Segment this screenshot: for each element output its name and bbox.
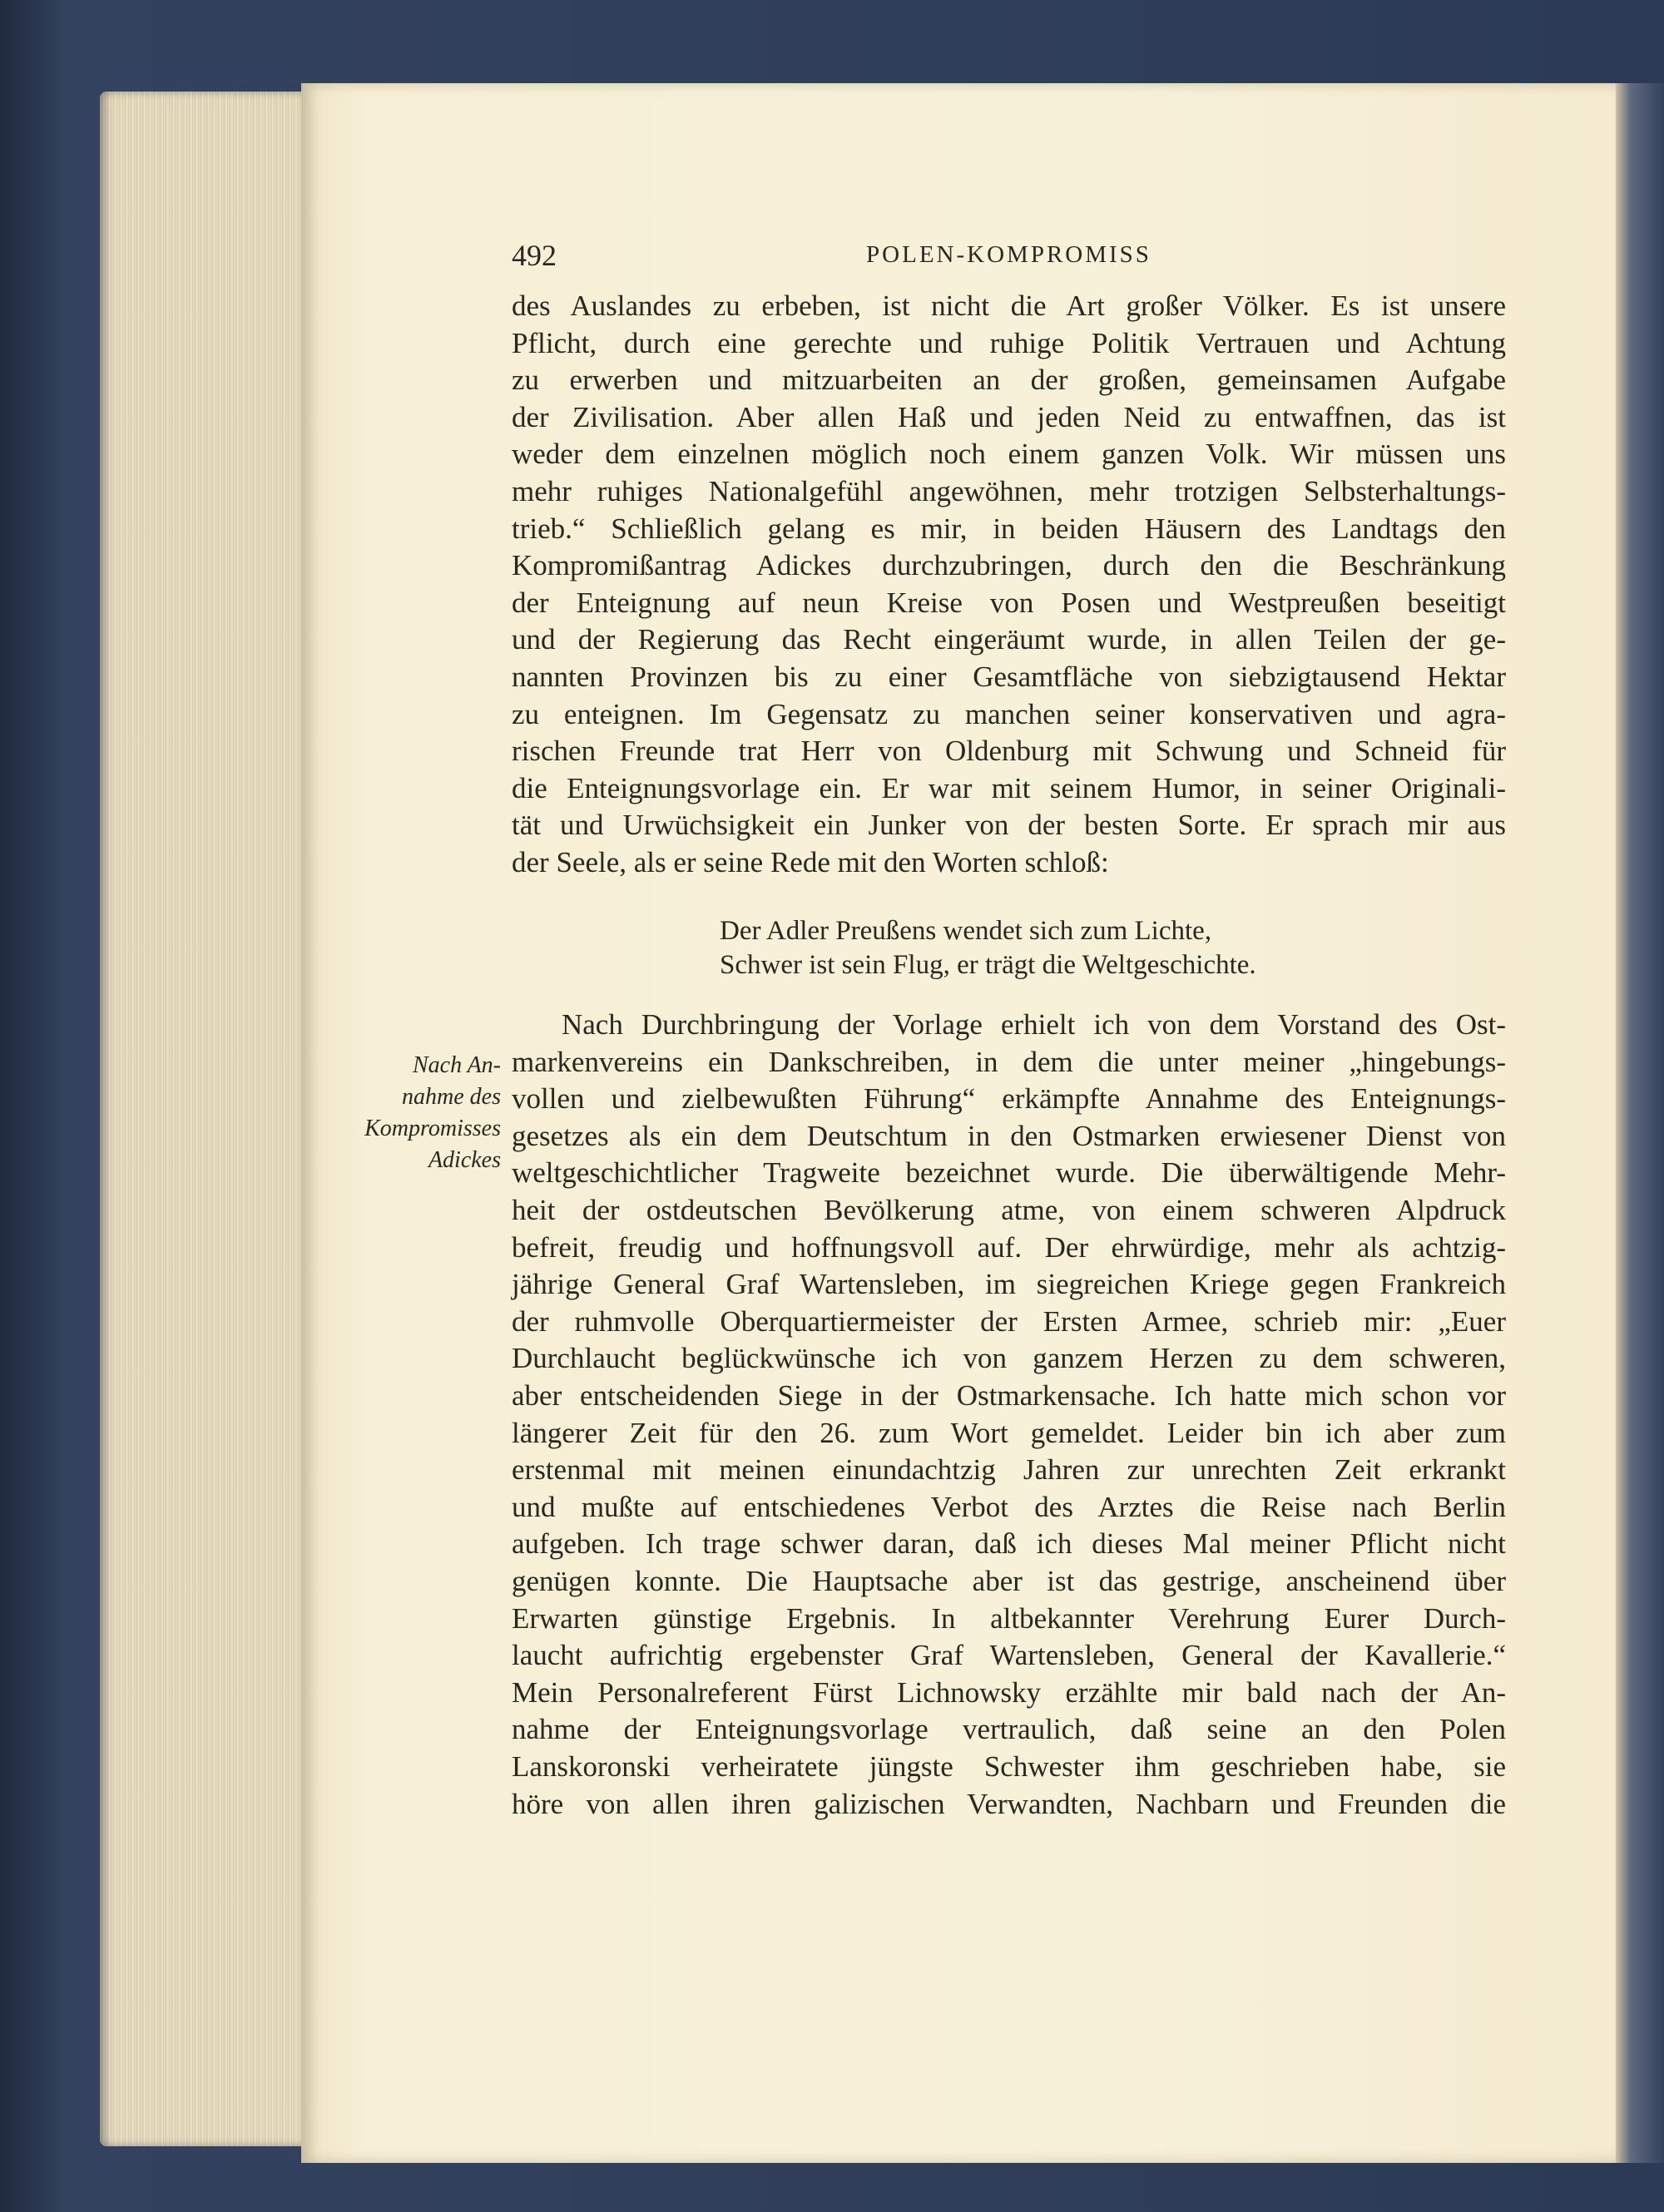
- text-line: weder dem einzelnen möglich noch einem ganzen Volk. Wir müssen uns: [512, 438, 1506, 471]
- page-number: 492: [512, 239, 557, 272]
- text-line: rischen Freunde trat Herr von Oldenburg mit Schwung und Schneid für: [512, 735, 1506, 768]
- poem-line: Der Adler Preußens wendet sich zum Lichte,: [720, 916, 1212, 946]
- text-line: zu erwerben und mitzuarbeiten an der großen, gemeinsamen Aufgabe: [512, 364, 1506, 397]
- text-line: der Zivilisation. Aber allen Haß und jeden Neid zu entwaffnen, das ist: [512, 400, 1506, 433]
- text-line: die Enteignungsvorlage ein. Er war mit seinem Humor, in seiner Originali-: [512, 771, 1506, 804]
- text-line: und mußte auf entschiedenes Verbot des Arztes die Reise nach Berlin: [512, 1490, 1506, 1523]
- margin-note-line: Nach An-: [412, 1052, 501, 1078]
- text-line: weltgeschichtlicher Tragweite bezeichnet wurde. Die überwältigende Mehr-: [512, 1156, 1506, 1190]
- text-line: Kompromißantrag Adickes durchzubringen, durch den die Beschränkung: [512, 549, 1506, 582]
- text-line: der Seele, als er seine Rede mit den Worten schloß:: [512, 846, 1109, 878]
- page-header: [512, 238, 1506, 275]
- text-line: laucht aufrichtig ergebenster Graf Wartensleben, General der Kavallerie.“: [512, 1639, 1506, 1672]
- text-line: genügen konnte. Die Hauptsache aber ist das gestrige, anscheinend über: [512, 1565, 1506, 1597]
- text-line: der Enteignung auf neun Kreise von Posen und Westpreußen beseitigt: [512, 586, 1506, 619]
- text-line: zu enteignen. Im Gegensatz zu manchen seiner konservativen und agra-: [512, 697, 1506, 730]
- text-line: nahme der Enteignungsvorlage vertraulich, daß seine an den Polen: [512, 1713, 1506, 1746]
- text-line: und der Regierung das Recht eingeräumt wurde, in allen Teilen der ge-: [512, 623, 1506, 656]
- text-line: nannten Provinzen bis zu einer Gesamtfläche von siebzigtausend Hektar: [512, 661, 1506, 693]
- text-line: aufgeben. Ich trage schwer daran, daß ich dieses Mal meiner Pflicht nicht: [512, 1527, 1506, 1561]
- text-line: mehr ruhiges Nationalgefühl angewöhnen, mehr trotzigen Selbsterhaltungs-: [512, 475, 1506, 507]
- right-page-edge: [1616, 83, 1664, 2163]
- text-line: jährige General Graf Wartensleben, im siegreichen Kriege gegen Frankreich: [512, 1268, 1506, 1301]
- margin-note-line: Kompromisses: [364, 1116, 501, 1141]
- text-line: vollen und zielbewußten Führung“ erkämpfte Annahme des Enteignungs-: [512, 1082, 1506, 1116]
- running-head: POLEN-KOMPROMISS: [866, 241, 1151, 268]
- text-line: Nach Durchbringung der Vorlage erhielt ich von dem Vorstand des Ost-: [562, 1008, 1506, 1041]
- text-line: höre von allen ihren galizischen Verwandten, Nachbarn und Freunden die: [512, 1787, 1506, 1820]
- text-line: aber entscheidenden Siege in der Ostmarkensache. Ich hatte mich schon vor: [512, 1379, 1506, 1412]
- text-line: markenvereins ein Dankschreiben, in dem die unter meiner „hingebungs-: [512, 1045, 1506, 1078]
- poem-line: Schwer ist sein Flug, er trägt die Weltgeschichte.: [720, 950, 1256, 980]
- text-line: des Auslandes zu erbeben, ist nicht die Art großer Völker. Es ist unsere: [512, 289, 1506, 322]
- page-edges: [100, 92, 308, 2146]
- text-line: längerer Zeit für den 26. zum Wort gemeldet. Leider bin ich aber zum: [512, 1416, 1506, 1449]
- margin-note-line: nahme des: [402, 1084, 501, 1110]
- margin-note-line: Adickes: [428, 1147, 501, 1173]
- text-line: Erwarten günstige Ergebnis. In altbekannter Verehrung Eurer Durch-: [512, 1601, 1506, 1635]
- text-line: heit der ostdeutschen Bevölkerung atme, von einem schweren Alpdruck: [512, 1194, 1506, 1226]
- text-line: Pflicht, durch eine gerechte und ruhige Politik Vertrauen und Achtung: [512, 326, 1506, 359]
- text-line: tät und Urwüchsigkeit ein Junker von der besten Sorte. Er sprach mir aus: [512, 809, 1506, 842]
- text-line: trieb.“ Schließlich gelang es mir, in beiden Häusern des Landtags den: [512, 512, 1506, 545]
- text-line: Mein Personalreferent Fürst Lichnowsky erzählte mir bald nach der An-: [512, 1675, 1506, 1709]
- text-line: Lanskoronski verheiratete jüngste Schwester ihm geschrieben habe, sie: [512, 1750, 1506, 1783]
- text-line: befreit, freudig und hoffnungsvoll auf. Der ehrwürdige, mehr als achtzig-: [512, 1230, 1506, 1264]
- text-line: erstenmal mit meinen einundachtzig Jahren zur unrechten Zeit erkrankt: [512, 1453, 1506, 1487]
- text-line: Durchlaucht beglückwünsche ich von ganzem Herzen zu dem schweren,: [512, 1342, 1506, 1375]
- text-line: gesetzes als ein dem Deutschtum in den Ostmarken erwiesener Dienst von: [512, 1119, 1506, 1152]
- text-line: der ruhmvolle Oberquartiermeister der Ersten Armee, schrieb mir: „Euer: [512, 1304, 1506, 1338]
